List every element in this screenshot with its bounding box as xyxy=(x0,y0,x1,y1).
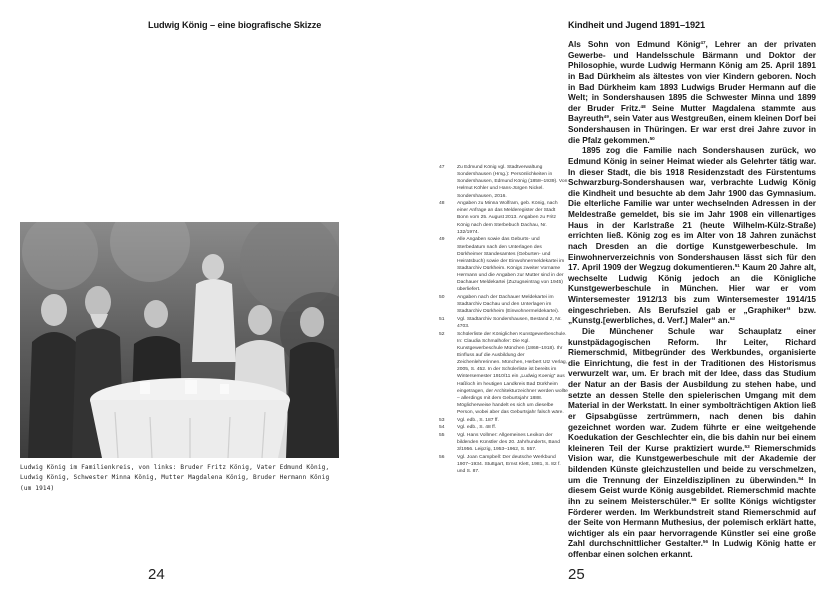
text-run: , Lehrer an der privaten Gewerbe- und Handelsschule Bärmann und Doktor der Philosophie, wurde Ludwig Hermann König am 25. April 1891 in Bad Dürkheim als ältestes von vier Kindern geboren. Noch in Bad Dürkheim kam 1893 Ludwigs Bruder Hermann auf die Welt; in Sondershausen 1895 die Schwester Minna und 1899 der Bruder Fritz. xyxy=(568,40,816,113)
footnote-number: 47 xyxy=(439,165,445,170)
footnote xyxy=(439,417,568,424)
footnote-number: 55 xyxy=(439,432,445,438)
running-header-left: Ludwig König – eine biografische Skizze xyxy=(148,20,322,30)
footnote-text: Angaben nach der Dachauer Meldekartei im Stadtarchiv Dachau und den Unterlagen im Stadtarchiv Dürkheim (Einwohnermeldekartei). xyxy=(457,294,560,315)
footnote xyxy=(439,164,568,200)
footnote xyxy=(439,424,568,431)
footnote-number: 50 xyxy=(439,294,445,300)
footnote-text: Vgl. Stadtarchiv Sondershausen, Bestand 2, Nr. 4703. xyxy=(457,316,562,329)
page-number-right: 25 xyxy=(568,566,585,583)
footnote xyxy=(439,316,568,330)
footnote xyxy=(439,454,568,475)
footnote-ref: 53 xyxy=(744,443,750,449)
footnote-text: Schülerliste der Königlichen Kunstgewerbeschule. In: Claudia Schmalhofer: Die Kgl. Kunstgewerbeschule München (1868–1918). Ihr Einfluss auf die Ausbildung der Zeichenlehrerinnen. München, Herbert Utz Verlag, 2005, S. 452. In der Schülerliste ist bereits im Wintersemester 1910/11 ein „Ludwig Koenig“ aus Haßloch im heutigen Landkreis Bad Dürkheim eingetragen, der Architekturzeichner werden wollte – allerdings mit dem Geburtsjahr 1888. Möglicherweise handelt es sich um dieselbe Person, wobei aber das Geburtsjahr falsch wäre. xyxy=(457,331,568,416)
footnote-text: Vgl. edb., S. 187 ff. xyxy=(457,417,499,423)
text-run: Die Münchener Schule war Schauplatz einer kunstpädagogischen Reform. Ihr Leiter, Richard Riemerschmid, Mitbegründer des Werkbundes, organisierte die Einrichtung, die fest in der Traditionen des Historismus verwurzelt war, um. Er brach mit der Idee, dass das Studium der Natur an der Basis der Ausbildung zu stehen habe, und setzte an dessen Stelle den spielerischen Umgang mit dem Material in der Werkstatt. In einer symbolträchtigen Aktion ließ er Gipsabgüsse zertrümmern, nach denen bis dahin gezeichnet worden war. Zudem führte er eine weitgehende Koedukation der Geschlechter ein, die bis dahin nur bei einem kleineren Teil der Kurse praktiziert wurde. xyxy=(568,326,816,453)
footnote-text: Angaben zu Minna Wolfram, geb. König, nach einer Anfrage an das Melderegister der Stadt Bonn vom 25. August 2013. Angaben zu Fritz König nach dem Sterbebuch Dachau, Nr. 132/1974. xyxy=(457,201,558,235)
family-photo xyxy=(20,222,339,458)
footnote-ref: 49 xyxy=(603,114,609,120)
text-run: Kaum 20 Jahre alt, wechselte Ludwig König jedoch an die Königliche Kunstgewerbeschule in München. Hier war er vom Wintersemester 1912/13 bis zum Wintersemester 1914/15 eingeschrieben. Als Berufsziel gab er „Graphiker“ bzw. „Kunstg.[ewerbliches, d. Verf.] Maler“ an. xyxy=(568,263,816,326)
footnote-text: Vgl. Joan Campbell: Der deutsche Werkbund 1907–1934. Stuttgart, Ernst Klett, 1981, S. 82 f. und S. 87. xyxy=(457,454,561,475)
footnote-ref: 52 xyxy=(729,316,735,322)
footnote-ref: 48 xyxy=(640,103,646,109)
footnote xyxy=(439,294,568,315)
footnote xyxy=(439,432,568,453)
footnote-ref: 51 xyxy=(734,263,740,269)
footnote-ref: 56 xyxy=(702,539,709,545)
footnote-number: 53 xyxy=(439,417,445,423)
paragraph xyxy=(568,146,816,327)
footnote-text: Zu Edmund König vgl. Stadtverwaltung Sondershausen (Hrsg.): Persönlichkeiten in Sondershausen, Edmund König (1858–1939). Von Helmut Köhler und Hans-Jürgen Nickel. Sondershausen, 2016. xyxy=(457,165,568,199)
photo-caption: Ludwig König im Familienkreis, von links: Bruder Fritz König, Vater Edmund König, Ludwig König, Schwester Minna König, Mutter Magdalena König, Bruder Hermann König (um 1914) xyxy=(20,464,330,492)
footnote-number: 48 xyxy=(439,201,445,207)
text-run: Als Sohn von Edmund König xyxy=(568,40,701,49)
paragraph xyxy=(568,327,816,561)
text-run: , sein Vater aus Westgreußen, einem kleinen Dorf bei Sondershausen in Thüringen. Er war erst drei Jahre zuvor in die Pfalz gekommen. xyxy=(568,114,816,145)
footnote-number: 54 xyxy=(439,425,445,431)
text-run: In diesem Geist wurde König ausgebildet. Riemerschmid machte ihn zu seinem Meisterschüler. xyxy=(568,475,816,506)
footnote-ref: 47 xyxy=(700,40,706,45)
footnote-number: 52 xyxy=(439,331,445,337)
footnote-ref: 50 xyxy=(649,135,655,141)
body-text xyxy=(568,40,816,561)
footnote xyxy=(439,331,568,417)
footnote-text: Vgl. edb., S. 48 ff. xyxy=(457,425,497,431)
footnote xyxy=(439,200,568,236)
paragraph xyxy=(568,40,816,146)
text-run: Er sollte Königs wichtigster Förderer werden. Im Werkbundstreit stand Riemerschmid auf der Seite von Hermann Muthesius, der polemisch erklärt hatte, wichtiger als ein paar hervorragende Künstler sei eine große Zahl durchschnittlicher Gestalter. xyxy=(568,496,817,549)
footnote-ref: 55 xyxy=(691,496,697,502)
footnote-number: 51 xyxy=(439,316,445,322)
footnote-number: 49 xyxy=(439,237,445,243)
footnote-text: Vgl. Hans Vollmer: Allgemeines Lexikon der bildenden Künstler des 20. Jahrhunderts, Band 3/1956. Leipzig, 1953–1962, S. 557. xyxy=(457,432,560,453)
page-number-left: 24 xyxy=(148,566,165,583)
text-run: In Ludwig König hatte er offenbar einen solchen erkannt. xyxy=(568,539,816,559)
footnote-number: 56 xyxy=(439,454,445,460)
text-run: Seine Mutter Magdalena stammte aus Bayreuth xyxy=(568,103,816,124)
running-header-right: Kindheit und Jugend 1891–1921 xyxy=(568,20,705,30)
footnote-ref: 54 xyxy=(798,475,804,481)
text-run: Riemerschmids Vision war, die Kunstgewerbeschule mit der Akademie der bildenden Künste gleichzustellen und beide zu verschmelzen, um die Trennung der Einzeldisziplinen zu überwinden. xyxy=(568,443,816,485)
footnote-text: Alle Angaben sowie das Geburts- und Sterbedatum nach den Unterlagen des Dürkheimer Standesamtes (Geburten- und Heiratsbuch) sowie der Einwohnermeldekartei im Stadtarchiv Dürkheim. Königs zweiter Vorname Hermann und die Angaben zur Mutter sind in der Dachauer Meldekartei (Zuzugseintrag von 1945) überliefert. xyxy=(457,237,565,293)
footnote xyxy=(439,236,568,293)
footnotes xyxy=(439,164,568,476)
text-run: 1895 zog die Familie nach Sondershausen zurück, wo Edmund König in seiner Heimat wieder als Gelehrter tätig war. In dieser Stadt, die bis 1918 Residenzstadt des Fürstentums Schwarzburg-Sondershausen war, verbrachte Ludwig König die Kindheit und besuchte ab dem Jahr 1900 das Gymnasium. Die elterliche Familie war unter wechselnden Adressen in der Meldestraße gemeldet, bis sie im Jahr 1908 ein villenartiges Haus in der Karlstraße 21 (heute Wilhelm-Külz-Straße) errichten ließ. König zog es im Alter von 18 Jahren zunächst nach Dresden an die dortige Kunstgewerbeschule. Im Einwohnerverzeichnis von Sondershausen lässt sich für den 17. April 1909 der Wegzug dokumentieren. xyxy=(568,146,816,273)
